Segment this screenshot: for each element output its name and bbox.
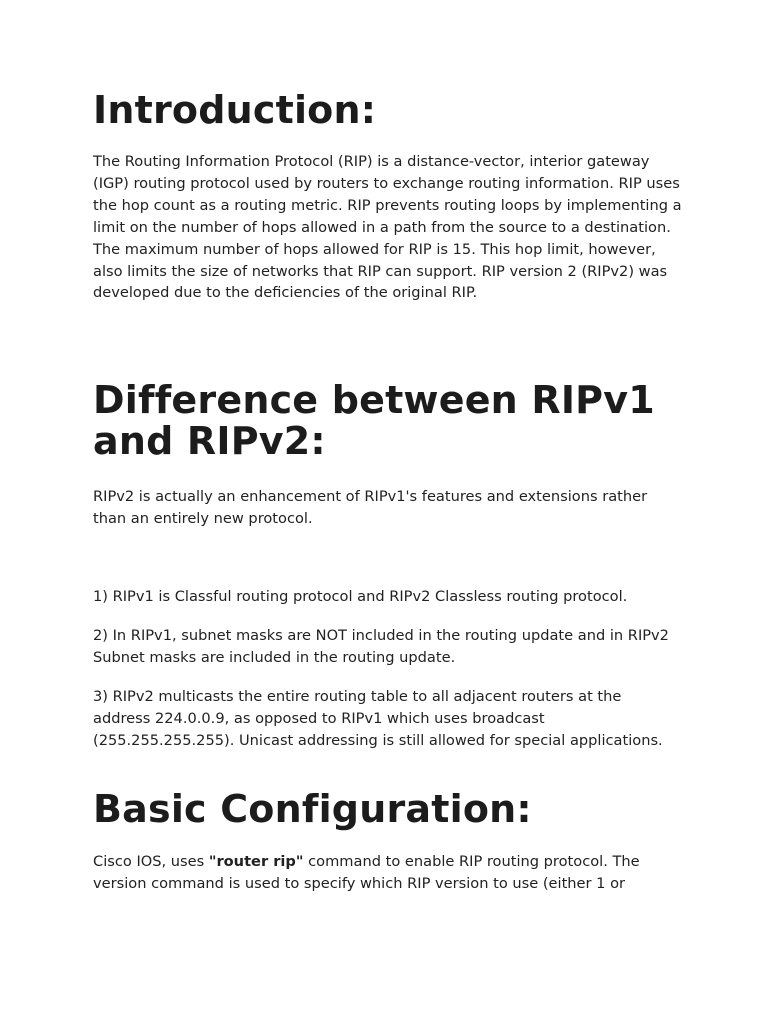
introduction-heading: Introduction: xyxy=(93,88,377,132)
difference-item-1: 1) RIPv1 is Classful routing protocol and RIPv2 Classless routing protocol. xyxy=(93,588,628,605)
difference-heading: Difference between RIPv1 and RIPv2: xyxy=(93,378,655,463)
basic-configuration-text-start: Cisco IOS, uses xyxy=(93,853,209,870)
basic-configuration-heading: Basic Configuration: xyxy=(93,787,532,831)
basic-configuration-text-end: command to enable RIP routing protocol. The version command is used to specify which RIP version to use (either 1 or xyxy=(93,853,640,892)
difference-item-2: 2) In RIPv1, subnet masks are NOT included in the routing update and in RIPv2 Subnet masks are included in the routing update. xyxy=(93,627,669,666)
difference-item-3: 3) RIPv2 multicasts the entire routing table to all adjacent routers at the address 224.0.0.9, as opposed to RIPv1 which uses broadcast (255.255.255.255). Unicast addressing is still allowed for special applications. xyxy=(93,688,663,749)
basic-configuration-paragraph xyxy=(93,851,683,895)
router-rip-command: "router rip" xyxy=(208,853,304,870)
introduction-paragraph: The Routing Information Protocol (RIP) is a distance-vector, interior gateway (IGP) routing protocol used by routers to exchange routing information. RIP uses the hop count as a routing metric. RIP prevents routing loops by implementing a limit on the number of hops allowed in a path from the source to a destination. The maximum number of hops allowed for RIP is 15. This hop limit, however, also limits the size of networks that RIP can support. RIP version 2 (RIPv2) was developed due to the deficiencies of the original RIP. xyxy=(93,153,682,302)
difference-intro-paragraph: RIPv2 is actually an enhancement of RIPv1's features and extensions rather than an entirely new protocol. xyxy=(93,488,648,527)
